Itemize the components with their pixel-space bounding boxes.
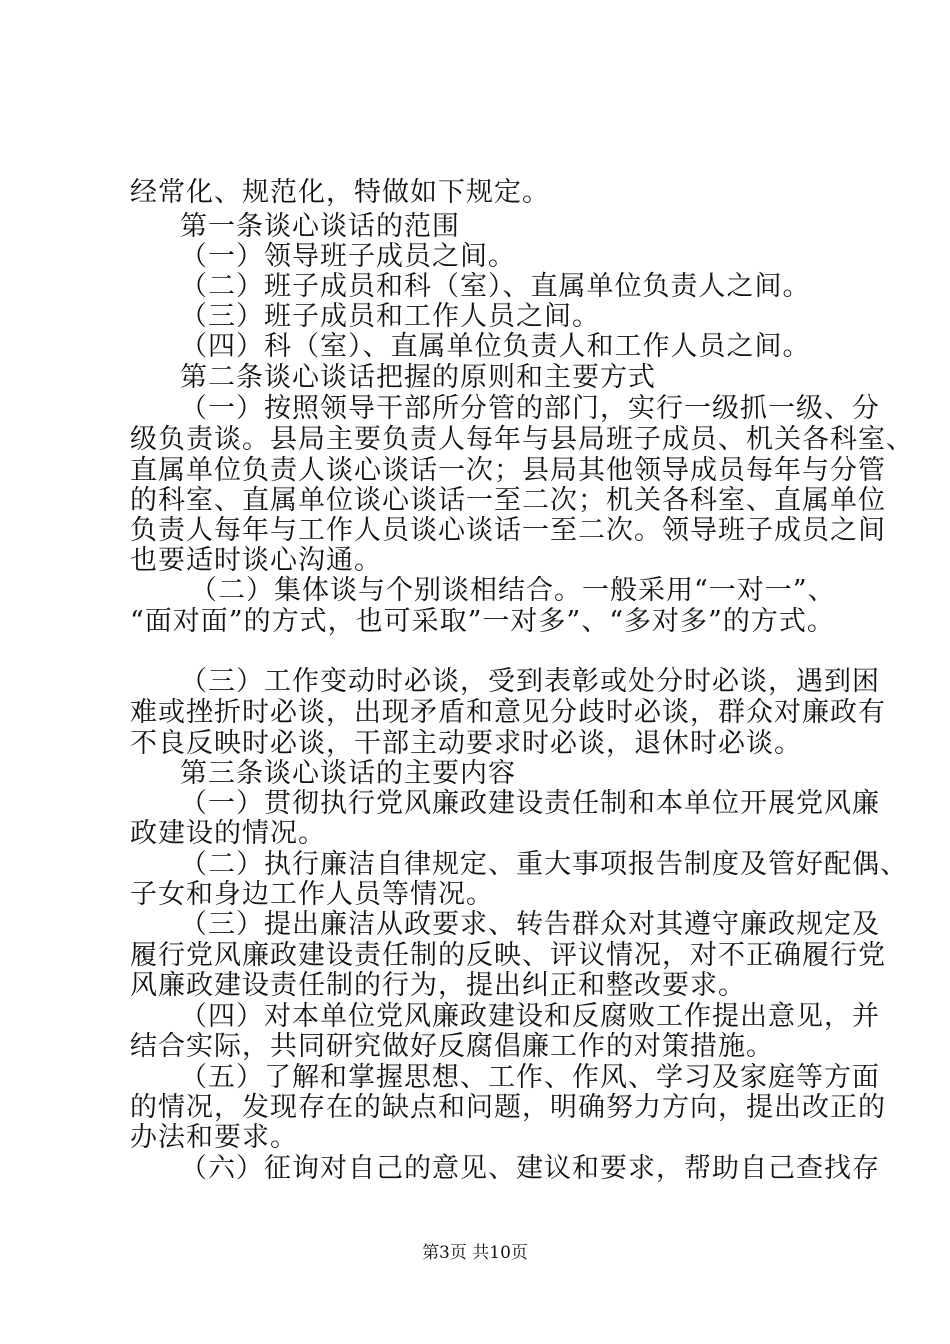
body-line: （四）科（室）、直属单位负责人和工作人员之间。 <box>180 331 811 362</box>
body-line: 也要适时谈心沟通。 <box>130 545 382 576</box>
body-line: 难或挫折时必谈，出现矛盾和意见分歧时必谈，群众对廉政有 <box>130 697 886 728</box>
body-line: 风廉政建设责任制的行为，提出纠正和整改要求。 <box>130 970 746 1001</box>
body-line: 级负责谈。县局主要负责人每年与县局班子成员、机关各科室、 <box>130 424 914 455</box>
page-number-footer: 第3页 共10页 <box>422 1243 528 1263</box>
body-line: 经常化、规范化，特做如下规定。 <box>130 177 550 208</box>
section-heading: 第一条谈心谈话的范围 <box>180 211 460 242</box>
body-line: （五）了解和掌握思想、工作、作风、学习及家庭等方面 <box>180 1062 880 1093</box>
body-line: 的情况，发现存在的缺点和问题，明确努力方向，提出改正的 <box>130 1092 886 1123</box>
body-line: （三）工作变动时必谈，受到表彰或处分时必谈，遇到困 <box>180 666 880 697</box>
body-line: （一）贯彻执行党风廉政建设责任制和本单位开展党风廉 <box>180 788 880 819</box>
body-line: 履行党风廉政建设责任制的反映、评议情况，对不正确履行党 <box>130 940 886 971</box>
body-line: （二）集体谈与个别谈相结合。一般采用“一对一”、 <box>190 575 836 606</box>
section-heading: 第三条谈心谈话的主要内容 <box>180 758 516 789</box>
body-line: 政建设的情况。 <box>130 818 326 849</box>
body-line: 直属单位负责人谈心谈话一次；县局其他领导成员每年与分管 <box>130 455 886 486</box>
body-line: （二）执行廉洁自律规定、重大事项报告制度及管好配偶、 <box>180 849 908 880</box>
body-line: 负责人每年与工作人员谈心谈话一至二次。领导班子成员之间 <box>130 515 886 546</box>
body-line: （三）提出廉洁从政要求、转告群众对其遵守廉政规定及 <box>180 909 880 940</box>
body-line: （二）班子成员和科（室）、直属单位负责人之间。 <box>180 271 811 302</box>
body-line: （四）对本单位党风廉政建设和反腐败工作提出意见，并 <box>180 1001 880 1032</box>
body-line: 子女和身边工作人员等情况。 <box>130 879 494 910</box>
body-line: （六）征询对自己的意见、建议和要求，帮助自己查找存 <box>180 1153 880 1184</box>
body-line: 不良反映时必谈，干部主动要求时必谈，退休时必谈。 <box>130 728 802 759</box>
section-heading: 第二条谈心谈话把握的原则和主要方式 <box>180 362 656 393</box>
body-line: “面对面”的方式，也可采取”一对多”、“多对多”的方式。 <box>130 606 835 637</box>
body-line: 办法和要求。 <box>130 1122 298 1153</box>
body-line: 的科室、直属单位谈心谈话一至二次；机关各科室、直属单位 <box>130 485 886 516</box>
body-line: （一）按照领导干部所分管的部门，实行一级抓一级、分 <box>180 393 880 424</box>
body-line: （三）班子成员和工作人员之间。 <box>180 301 600 332</box>
body-line: 结合实际，共同研究做好反腐倡廉工作的对策措施。 <box>130 1031 774 1062</box>
body-line: （一）领导班子成员之间。 <box>180 241 516 272</box>
